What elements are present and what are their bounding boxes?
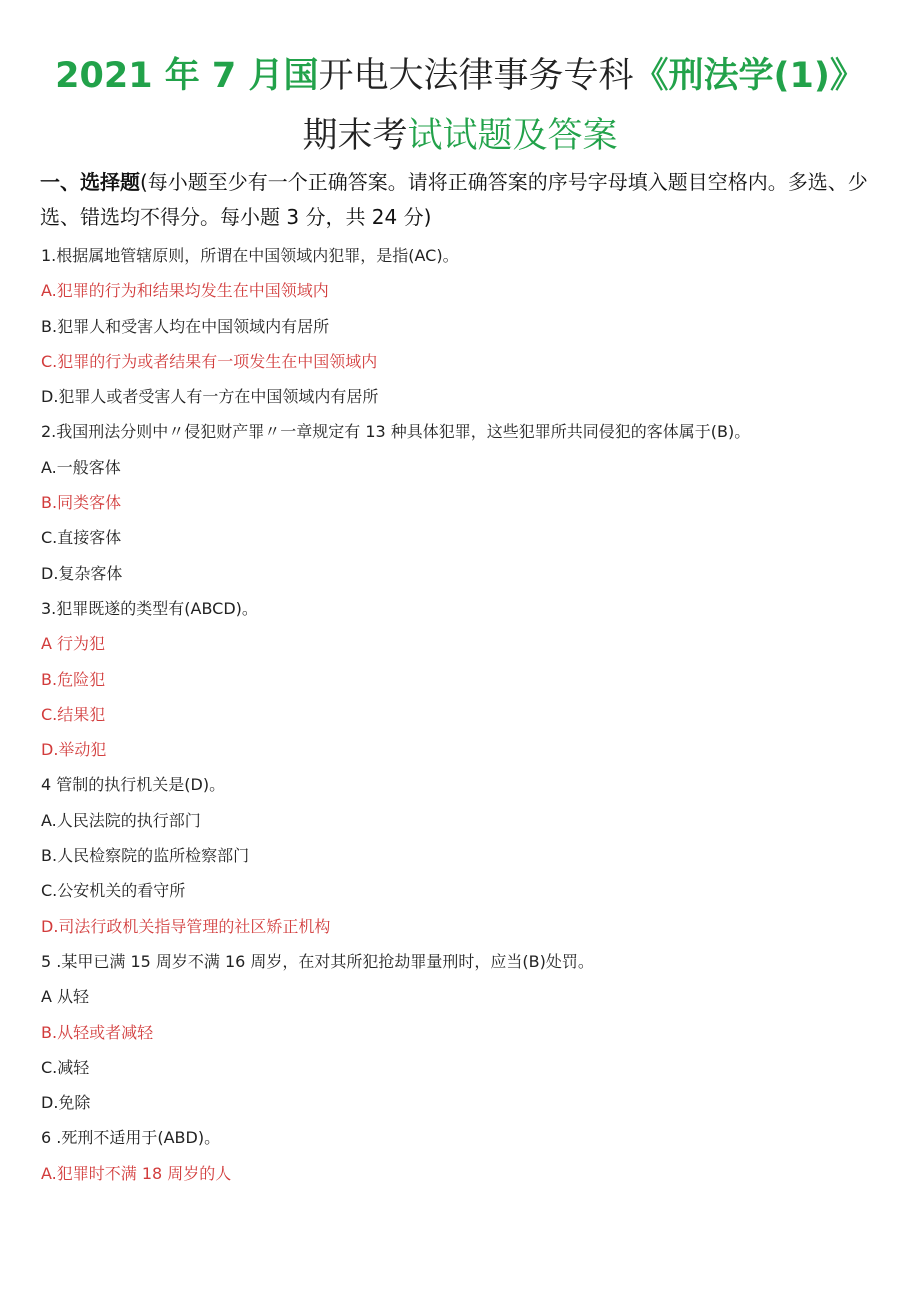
title-part: 《刑法学(1)》: [633, 56, 865, 96]
option-line: A.一般客体: [41, 457, 121, 477]
answer-option-line: C.结果犯: [41, 704, 106, 724]
answer-option-line: A.犯罪的行为和结果均发生在中国领域内: [41, 281, 329, 301]
question-line: 1.根据属地管辖原则，所谓在中国领域内犯罪，是指(AC)。: [41, 246, 459, 265]
option-line: D.复杂客体: [41, 563, 123, 583]
option-line: A.人民法院的执行部门: [41, 810, 201, 830]
option-line: D.免除: [41, 1093, 91, 1113]
title-part: 试试题: [407, 116, 513, 156]
answer-option-line: B.同类客体: [41, 493, 122, 513]
title-part: 开电大法律事务专科: [318, 56, 634, 96]
answer-option-line: B.从轻或者减轻: [41, 1022, 154, 1042]
answer-option-line: C.犯罪的行为或者结果有一项发生在中国领域内: [41, 351, 378, 371]
answer-option-line: D.司法行政机关指导管理的社区矫正机构: [41, 916, 331, 936]
answer-option-line: B.危险犯: [41, 669, 106, 689]
section-label: 一、选择题: [40, 170, 140, 194]
option-line: B.犯罪人和受害人均在中国领域内有居所: [41, 316, 330, 336]
option-line: A 从轻: [41, 987, 90, 1007]
document-title-line-1: [0, 54, 920, 98]
option-line: C.减轻: [41, 1057, 90, 1077]
answer-option-line: A.犯罪时不满 18 周岁的人: [41, 1163, 232, 1183]
title-part: 期末考: [302, 116, 408, 156]
question-line: 6 .死刑不适用于(ABD)。: [41, 1128, 221, 1148]
question-line: 5 .某甲已满 15 周岁不满 16 周岁，在对其所犯抢劫罪量刑时，应当(B)处罚。: [41, 951, 594, 971]
option-line: C.公安机关的看守所: [41, 881, 186, 901]
option-line: D.犯罪人或者受害人有一方在中国领域内有居所: [41, 387, 379, 407]
answer-option-line: D.举动犯: [41, 740, 107, 760]
title-part: 2021 年 7 月国: [55, 56, 319, 96]
option-line: C.直接客体: [41, 528, 122, 548]
question-list: [41, 238, 881, 1191]
document-title-line-2: [0, 114, 920, 158]
question-line: 2.我国刑法分则中〃侵犯财产罪〃一章规定有 13 种具体犯罪，这些犯罪所共同侵犯的客体属于(B)。: [41, 422, 751, 442]
title-part: 及答案: [512, 116, 618, 156]
option-line: B.人民检察院的监所检察部门: [41, 846, 250, 866]
answer-option-line: A 行为犯: [41, 634, 106, 654]
section-instruction: (每小题至少有一个正确答案。请将正确答案的序号字母填入题目空格内。多选、少选、错选均不得分。每小题 3 分，共 24 分): [40, 170, 868, 229]
question-line: 3.犯罪既遂的类型有(ABCD)。: [41, 598, 258, 618]
question-line: 4 管制的执行机关是(D)。: [41, 775, 226, 795]
section-heading: [40, 165, 880, 235]
